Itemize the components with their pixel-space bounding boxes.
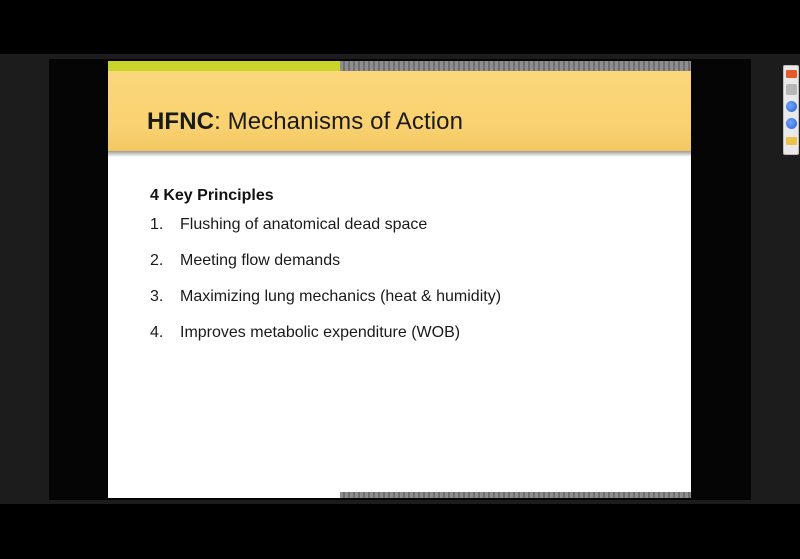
pencil-icon[interactable] (786, 137, 797, 145)
presentation-viewer (0, 54, 800, 504)
slide (108, 61, 691, 498)
list-item (150, 324, 501, 360)
flag-icon[interactable] (786, 70, 797, 78)
list-item-text: Improves metabolic expenditure (WOB) (180, 324, 461, 341)
page-icon[interactable] (786, 84, 797, 95)
slide-title-bold: HFNC (147, 108, 215, 135)
slide-frame (49, 59, 751, 500)
title-band-shadow (108, 151, 691, 157)
accent-gray-stripes (340, 61, 691, 71)
list-item-number: 4. (150, 324, 164, 341)
side-toolbar (783, 65, 799, 155)
info-icon[interactable] (786, 118, 797, 129)
slide-title-rest: : Mechanisms of Action (214, 108, 464, 135)
list-item-number: 1. (150, 216, 164, 233)
list-item-number: 2. (150, 252, 164, 269)
bottom-gray-stripes (340, 492, 691, 498)
list-item (150, 252, 501, 288)
bottom-strip-blank (108, 492, 340, 498)
list-item-text: Maximizing lung mechanics (heat & humidity) (180, 288, 502, 305)
list-item-number: 3. (150, 288, 164, 305)
list-item (150, 216, 501, 252)
list-item-text: Flushing of anatomical dead space (180, 216, 428, 233)
bottom-accent-strip (108, 492, 691, 498)
subheading: 4 Key Principles (150, 187, 274, 204)
accent-green-bar (108, 61, 340, 71)
globe-icon[interactable] (786, 101, 797, 112)
list-item-text: Meeting flow demands (180, 252, 341, 269)
slide-title (147, 108, 463, 136)
list-item (150, 288, 501, 324)
top-accent-strip (108, 61, 691, 71)
principles-list (150, 216, 501, 360)
title-band (108, 71, 691, 151)
